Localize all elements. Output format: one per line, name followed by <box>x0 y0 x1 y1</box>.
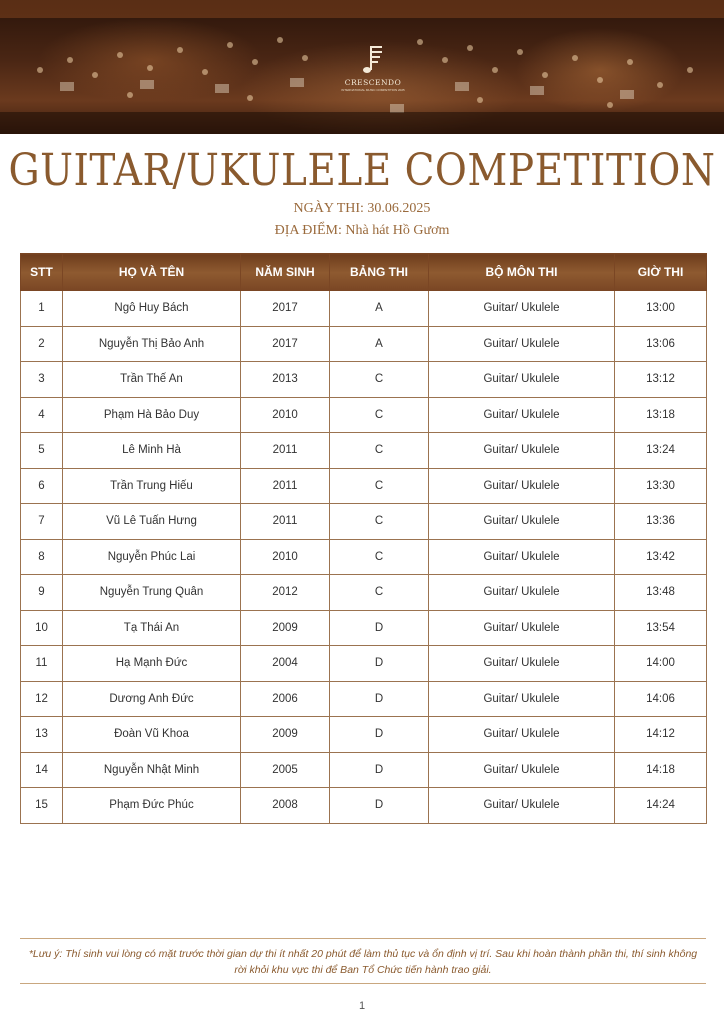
cell-subject: Guitar/ Ukulele <box>429 326 615 362</box>
cell-birth-year: 2011 <box>241 468 330 504</box>
cell-stt: 3 <box>21 362 63 398</box>
schedule-table <box>20 253 707 824</box>
cell-name: Trần Thế An <box>63 362 241 398</box>
table-row <box>21 610 707 646</box>
cell-group: C <box>330 433 429 469</box>
cell-time: 13:06 <box>615 326 707 362</box>
cell-time: 13:18 <box>615 397 707 433</box>
cell-subject: Guitar/ Ukulele <box>429 539 615 575</box>
cell-group: D <box>330 610 429 646</box>
table-row <box>21 539 707 575</box>
column-header-birth-year: NĂM SINH <box>241 254 330 291</box>
logo-subtext: INTERNATIONAL MUSIC COMPETITION 2025 <box>341 88 405 92</box>
table-row <box>21 504 707 540</box>
cell-birth-year: 2010 <box>241 397 330 433</box>
cell-stt: 5 <box>21 433 63 469</box>
cell-name: Nguyễn Nhật Minh <box>63 752 241 788</box>
column-header-group: BẢNG THI <box>330 254 429 291</box>
cell-time: 13:24 <box>615 433 707 469</box>
cell-stt: 12 <box>21 681 63 717</box>
table-row <box>21 397 707 433</box>
logo-text: CRESCENDO <box>344 78 402 87</box>
cell-time: 14:12 <box>615 717 707 753</box>
table-row <box>21 362 707 398</box>
cell-birth-year: 2009 <box>241 717 330 753</box>
column-header-time: GIỜ THI <box>615 254 707 291</box>
cell-group: D <box>330 681 429 717</box>
cell-birth-year: 2009 <box>241 610 330 646</box>
cell-group: D <box>330 646 429 682</box>
cell-time: 13:30 <box>615 468 707 504</box>
table-body <box>21 291 707 824</box>
cell-stt: 7 <box>21 504 63 540</box>
header-banner-image <box>0 0 724 134</box>
cell-subject: Guitar/ Ukulele <box>429 575 615 611</box>
cell-time: 14:24 <box>615 788 707 824</box>
cell-subject: Guitar/ Ukulele <box>429 646 615 682</box>
cell-subject: Guitar/ Ukulele <box>429 468 615 504</box>
cell-stt: 9 <box>21 575 63 611</box>
cell-group: C <box>330 362 429 398</box>
column-header-stt: STT <box>21 254 63 291</box>
column-header-subject: BỘ MÔN THI <box>429 254 615 291</box>
table-row <box>21 681 707 717</box>
cell-group: C <box>330 504 429 540</box>
table-row <box>21 717 707 753</box>
cell-subject: Guitar/ Ukulele <box>429 362 615 398</box>
cell-subject: Guitar/ Ukulele <box>429 717 615 753</box>
cell-name: Nguyễn Phúc Lai <box>63 539 241 575</box>
cell-stt: 6 <box>21 468 63 504</box>
cell-time: 14:06 <box>615 681 707 717</box>
note-divider-bottom <box>20 983 706 984</box>
cell-birth-year: 2010 <box>241 539 330 575</box>
competition-venue: ĐỊA ĐIỂM: Nhà hát Hồ Gươm <box>274 223 450 238</box>
cell-group: D <box>330 717 429 753</box>
table-row <box>21 326 707 362</box>
cell-time: 14:18 <box>615 752 707 788</box>
cell-name: Trần Trung Hiếu <box>63 468 241 504</box>
cell-name: Nguyễn Trung Quân <box>63 575 241 611</box>
cell-subject: Guitar/ Ukulele <box>429 610 615 646</box>
cell-subject: Guitar/ Ukulele <box>429 397 615 433</box>
cell-name: Nguyễn Thị Bảo Anh <box>63 326 241 362</box>
cell-time: 13:48 <box>615 575 707 611</box>
cell-name: Dương Anh Đức <box>63 681 241 717</box>
cell-stt: 8 <box>21 539 63 575</box>
cell-group: C <box>330 397 429 433</box>
cell-subject: Guitar/ Ukulele <box>429 752 615 788</box>
cell-subject: Guitar/ Ukulele <box>429 504 615 540</box>
cell-stt: 13 <box>21 717 63 753</box>
cell-stt: 15 <box>21 788 63 824</box>
crescendo-logo <box>338 40 408 100</box>
cell-stt: 11 <box>21 646 63 682</box>
cell-time: 13:36 <box>615 504 707 540</box>
table-header-row <box>21 254 707 291</box>
cell-name: Vũ Lê Tuấn Hưng <box>63 504 241 540</box>
cell-group: C <box>330 575 429 611</box>
column-header-name: HỌ VÀ TÊN <box>63 254 241 291</box>
cell-group: A <box>330 326 429 362</box>
cell-birth-year: 2017 <box>241 291 330 327</box>
page-number: 1 <box>358 1000 366 1012</box>
cell-birth-year: 2017 <box>241 326 330 362</box>
table-row <box>21 468 707 504</box>
cell-time: 13:54 <box>615 610 707 646</box>
cell-name: Ngô Huy Bách <box>63 291 241 327</box>
cell-birth-year: 2011 <box>241 504 330 540</box>
cell-group: D <box>330 752 429 788</box>
cell-subject: Guitar/ Ukulele <box>429 291 615 327</box>
cell-name: Phạm Đức Phúc <box>63 788 241 824</box>
cell-birth-year: 2004 <box>241 646 330 682</box>
cell-group: C <box>330 468 429 504</box>
note-divider-top <box>20 938 706 939</box>
music-note-icon <box>338 40 408 78</box>
cell-subject: Guitar/ Ukulele <box>429 433 615 469</box>
page-title: GUITAR/UKULELE COMPETITION <box>8 146 716 197</box>
cell-group: A <box>330 291 429 327</box>
cell-name: Đoàn Vũ Khoa <box>63 717 241 753</box>
cell-subject: Guitar/ Ukulele <box>429 788 615 824</box>
cell-name: Hạ Mạnh Đức <box>63 646 241 682</box>
cell-time: 14:00 <box>615 646 707 682</box>
competition-date: NGÀY THI: 30.06.2025 <box>293 201 431 216</box>
cell-stt: 1 <box>21 291 63 327</box>
cell-birth-year: 2011 <box>241 433 330 469</box>
cell-birth-year: 2012 <box>241 575 330 611</box>
cell-birth-year: 2005 <box>241 752 330 788</box>
table-row <box>21 646 707 682</box>
cell-stt: 4 <box>21 397 63 433</box>
cell-birth-year: 2006 <box>241 681 330 717</box>
cell-stt: 10 <box>21 610 63 646</box>
cell-time: 13:00 <box>615 291 707 327</box>
cell-name: Phạm Hà Bảo Duy <box>63 397 241 433</box>
cell-name: Lê Minh Hà <box>63 433 241 469</box>
table-row <box>21 752 707 788</box>
table-row <box>21 575 707 611</box>
cell-group: C <box>330 539 429 575</box>
footer-note: *Lưu ý: Thí sinh vui lòng có mặt trước thời gian dự thi ít nhất 20 phút để làm thủ tục và ổn định vị trí. Sau khi hoàn thành phần thi, thí sinh không rời khỏi khu vực thi để Ban Tổ Chức tiến hành trao giải. <box>28 948 698 976</box>
cell-subject: Guitar/ Ukulele <box>429 681 615 717</box>
cell-time: 13:42 <box>615 539 707 575</box>
cell-stt: 14 <box>21 752 63 788</box>
table-row <box>21 291 707 327</box>
cell-group: D <box>330 788 429 824</box>
cell-stt: 2 <box>21 326 63 362</box>
table-row <box>21 788 707 824</box>
table-row <box>21 433 707 469</box>
cell-birth-year: 2013 <box>241 362 330 398</box>
cell-birth-year: 2008 <box>241 788 330 824</box>
cell-time: 13:12 <box>615 362 707 398</box>
cell-name: Tạ Thái An <box>63 610 241 646</box>
